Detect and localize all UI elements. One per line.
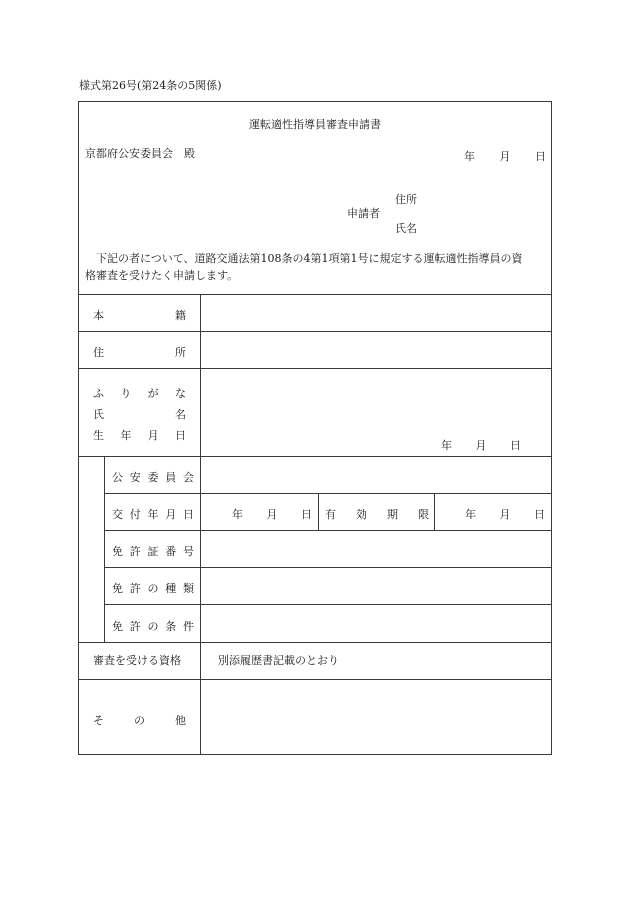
issue-date-value[interactable]: 年 月 日 [232, 508, 312, 521]
form-border-top [78, 101, 552, 102]
form-number: 様式第26号(第24条の5関係) [79, 79, 222, 92]
license-number-field[interactable] [201, 531, 551, 567]
statement-line-1: 下記の者について、道路交通法第108条の4第1項第1号に規定する運転適性指導員の資 [85, 252, 523, 265]
license-group-divider [104, 456, 105, 642]
row-line-8 [78, 642, 552, 643]
row-label-jusho: 住 所 [93, 346, 186, 359]
validity-value[interactable]: 年 月 日 [465, 508, 545, 521]
applicant-label: 申請者 [347, 207, 380, 220]
license-label-kind: 免 許 の 種 類 [112, 582, 194, 595]
license-label-conditions: 免 許 の 条 件 [112, 620, 194, 633]
license-kind-field[interactable] [201, 568, 551, 604]
birth-date: 年 月 日 [441, 439, 521, 452]
row-label-furigana: ふ り が な [93, 387, 186, 400]
applicant-address-label: 住所 [395, 193, 417, 206]
honseki-field[interactable] [201, 295, 551, 331]
jusho-field[interactable] [201, 332, 551, 368]
other-field[interactable] [201, 680, 551, 754]
row-label-honseki: 本 籍 [93, 309, 186, 322]
statement-line-2: 格審査を受けたく申請します。 [85, 269, 239, 282]
validity-value-divider [434, 493, 435, 530]
row-line-4 [104, 493, 552, 494]
application-date[interactable] [464, 148, 546, 164]
license-conditions-field[interactable] [201, 605, 551, 642]
date-day-label: 日 [535, 150, 546, 163]
validity-label: 有 効 期 限 [325, 508, 429, 521]
form-border-right [551, 101, 552, 755]
form-border-left [78, 101, 79, 755]
license-label-number: 免 許 証 番 号 [112, 545, 194, 558]
committee-field[interactable] [201, 457, 551, 493]
form-border-bottom [78, 754, 552, 755]
qualification-value[interactable]: 別添履歴書記載のとおり [218, 654, 339, 667]
row-label-seinengappi: 生 年 月 日 [93, 429, 186, 442]
date-month-label: 月 [499, 150, 511, 163]
other-label: そ の 他 [93, 714, 186, 727]
license-label-committee: 公 安 委 員 会 [112, 471, 194, 484]
form-title: 運転適性指導員審査申請書 [249, 118, 381, 131]
addressee: 京都府公安委員会 殿 [85, 147, 195, 160]
row-label-shimei: 氏 名 [93, 408, 186, 421]
license-label-issue-date: 交 付 年 月 日 [112, 508, 194, 521]
issue-validity-divider [318, 493, 319, 530]
applicant-name-label: 氏名 [395, 222, 417, 235]
qualification-label: 審査を受ける資格 [93, 654, 181, 667]
date-year-label: 年 [464, 150, 475, 163]
